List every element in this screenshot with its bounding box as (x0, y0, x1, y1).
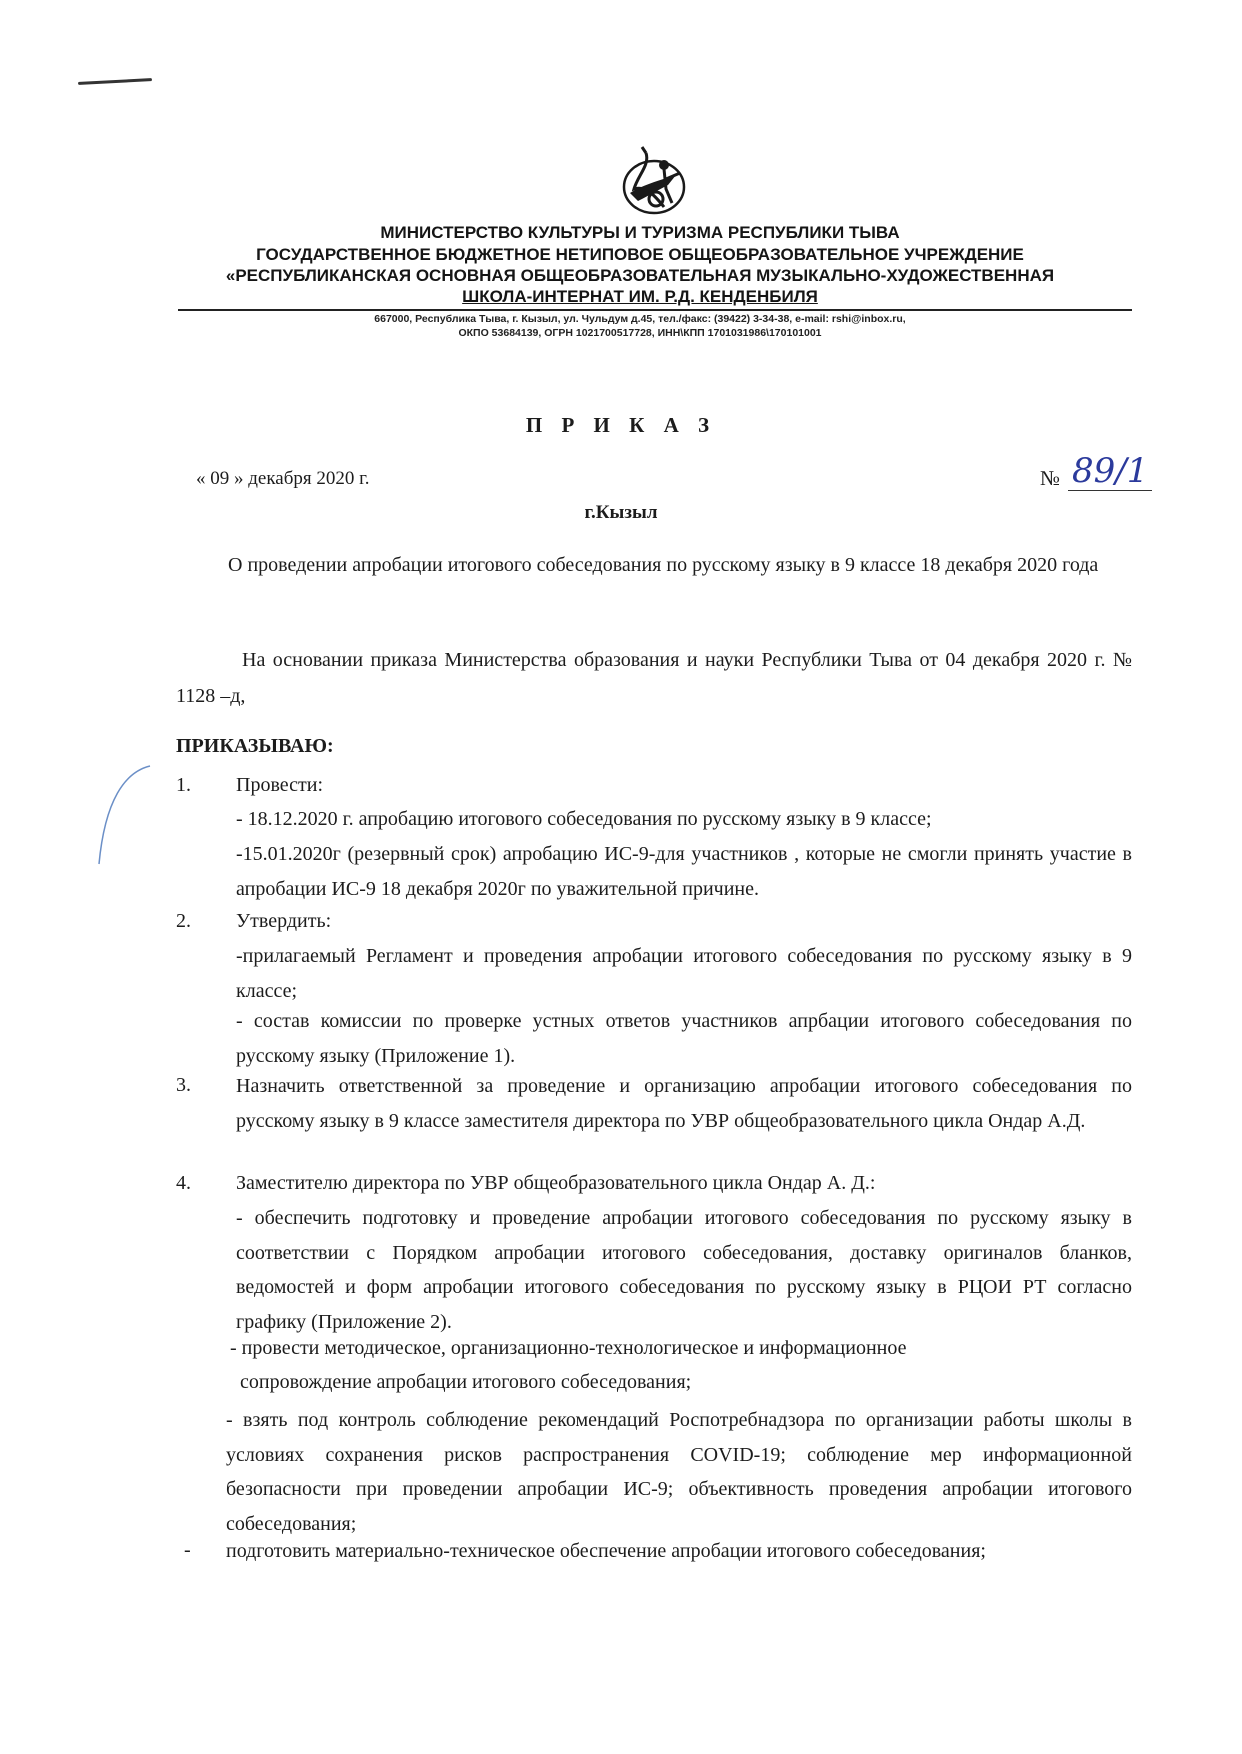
header-divider (178, 309, 1132, 311)
item-4-point-d-dash: - (184, 1539, 191, 1561)
margin-pen-mark (95, 760, 155, 870)
item-4-number: 4. (176, 1172, 191, 1194)
item-2-number: 2. (176, 910, 191, 932)
institution-registry-codes: ОКПО 53684139, ОГРН 1021700517728, ИНН\КПП 1701031986\170101001 (458, 327, 822, 339)
item-1-point-b: -15.01.2020г (резервный срок) апробацию ИС-9-для участников , которые не смогли принять участие в апробации ИС-9 18 декабря 2020г по уважительной причине. (236, 843, 1132, 900)
item-4-heading: Заместителю директора по УВР общеобразовательного цикла Ондар А. Д.: (236, 1172, 876, 1194)
item-4-point-b-line1: - провести методическое, организационно-технологическое и информационное (230, 1337, 907, 1359)
order-city: г.Кызыл (584, 502, 658, 523)
ministry-name: МИНИСТЕРСТВО КУЛЬТУРЫ И ТУРИЗМА РЕСПУБЛИКИ ТЫВА (380, 223, 900, 242)
item-1-point-a: - 18.12.2020 г. апробацию итогового собеседования по русскому языку в 9 классе; (236, 808, 932, 830)
item-4-point-c: - взять под контроль соблюдение рекомендаций Роспотребнадзора по организации работы школы в условиях сохранения рисков распространения COVID-19; соблюдение мер информационной безопасности при проведении апробации ИС-9; объективность проведения апробации итогового собеседования; (226, 1409, 1132, 1535)
item-1-number: 1. (176, 774, 191, 796)
item-4-point-d: подготовить материально-техническое обеспечение апробации итогового собеседования; (226, 1540, 986, 1562)
decree-heading: ПРИКАЗЫВАЮ: (176, 735, 334, 757)
order-number-handwritten: 89/1 (1068, 452, 1152, 491)
order-subject: О проведении апробации итогового собеседования по русскому языку в 9 классе 18 декабря 2020 года (228, 554, 1099, 576)
document-title: П Р И К А З (525, 413, 717, 437)
institution-name-line2: ШКОЛА-ИНТЕРНАТ ИМ. Р.Д. КЕНДЕНБИЛЯ (462, 287, 818, 306)
institution-name-line1: «РЕСПУБЛИКАНСКАЯ ОСНОВНАЯ ОБЩЕОБРАЗОВАТЕЛЬНАЯ МУЗЫКАЛЬНО-ХУДОЖЕСТВЕННАЯ (225, 266, 1055, 285)
item-3-number: 3. (176, 1074, 191, 1096)
item-3-text: Назначить ответственной за проведение и организацию апробации итогового собеседования по русскому языку в 9 классе заместителя директора по УВР общеобразовательного цикла Ондар А.Д. (236, 1075, 1132, 1132)
item-4-point-b-line2: сопровождение апробации итогового собеседования; (240, 1371, 692, 1393)
scan-mark (78, 78, 152, 85)
school-logo-icon (616, 145, 692, 221)
order-number-label: № (1040, 466, 1061, 490)
institution-address: 667000, Республика Тыва, г. Кызыл, ул. Чульдум д.45, тел./факс: (39422) 3-34-38, e-mail: rshi@inbox.ru, (374, 313, 906, 325)
order-basis: На основании приказа Министерства образования и науки Республики Тыва от 04 декабря 2020 г. № 1128 –д, (176, 649, 1132, 707)
order-date: « 09 » декабря 2020 г. (196, 468, 370, 489)
institution-type: ГОСУДАРСТВЕННОЕ БЮДЖЕТНОЕ НЕТИПОВОЕ ОБЩЕОБРАЗОВАТЕЛЬНОЕ УЧРЕЖДЕНИЕ (256, 245, 1024, 264)
item-2-point-b: - состав комиссии по проверке устных ответов участников апрбации итогового собеседования по русскому языку (Приложение 1). (236, 1010, 1132, 1067)
item-4-point-a: - обеспечить подготовку и проведение апробации итогового собеседования по русскому языку в соответствии с Порядком апробации итогового собеседования, доставку оригиналов бланков, ведомостей и форм апробации итогового собеседования по русскому языку в РЦОИ РТ согласно графику (Приложение 2). (236, 1207, 1132, 1333)
item-1-heading: Провести: (236, 774, 324, 796)
item-2-point-a: -прилагаемый Регламент и проведения апробации итогового собеседования по русскому языку в 9 классе; (236, 945, 1132, 1002)
item-2-heading: Утвердить: (236, 910, 332, 932)
